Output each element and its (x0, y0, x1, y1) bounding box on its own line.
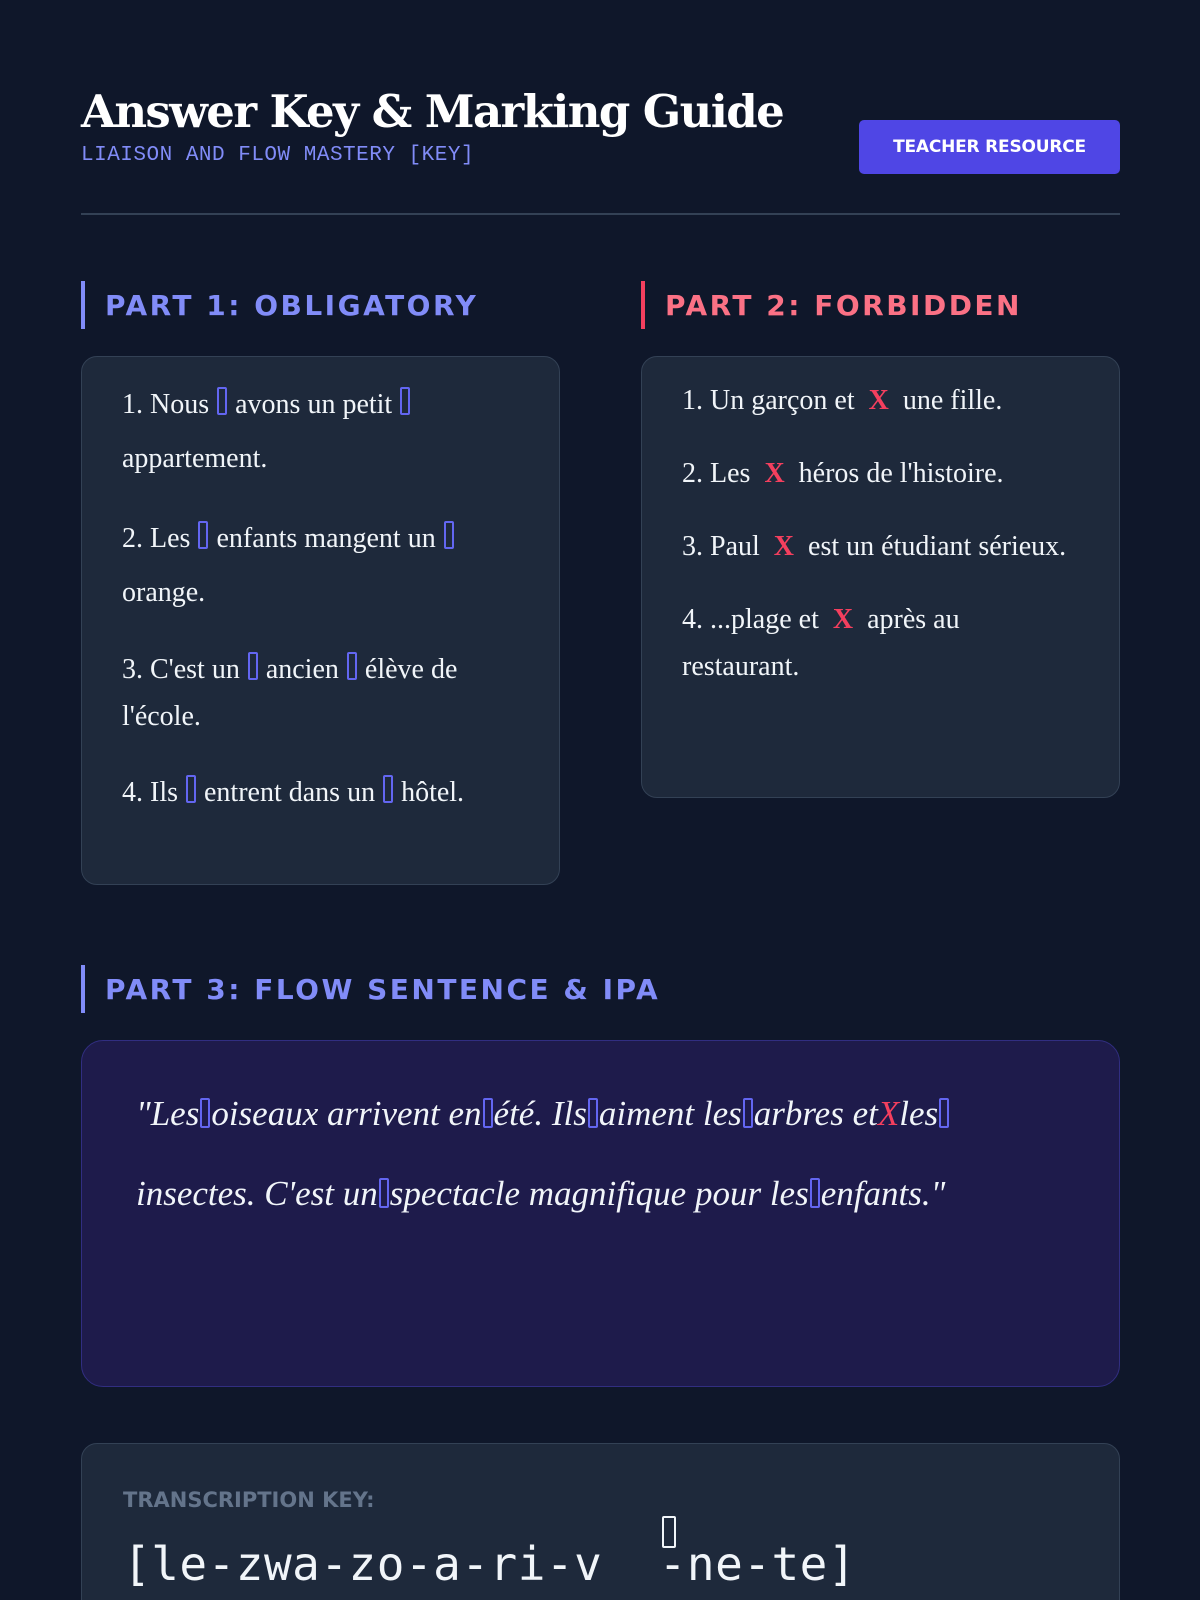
ipa-transcription: [le-zwa-zo-a-ri-v -ne-te] (123, 1537, 857, 1591)
list-item: 2. Les X héros de l'histoire. (682, 450, 1079, 497)
liaison-icon (743, 1098, 753, 1128)
teacher-resource-badge: TEACHER RESOURCE (859, 120, 1120, 174)
liaison-icon (400, 387, 410, 415)
liaison-icon (248, 652, 258, 680)
list-item: 2. Les enfants mangent unorange. (122, 512, 519, 620)
part2-list (642, 357, 1119, 690)
liaison-icon (483, 1098, 493, 1128)
liaison-icon (217, 387, 227, 415)
forbidden-x-icon: X (832, 604, 854, 635)
list-item: 1. Nous avons un petitappartement. (122, 378, 519, 486)
liaison-icon (939, 1098, 949, 1128)
part1-heading: PART 1: OBLIGATORY (81, 281, 478, 329)
header-divider (81, 213, 1120, 215)
flow-sentence: "Les oiseaux arrivent en été. Ils aiment les arbres etXlesinsectes. C'est un spectacle magnifique pour les enfants." (136, 1074, 1066, 1234)
list-item: 4. Ils entrent dans un hôtel. (122, 777, 465, 808)
liaison-icon (347, 652, 357, 680)
list-item: 1. Un garçon et X une fille. (682, 377, 1079, 424)
forbidden-x-icon: X (764, 458, 785, 489)
transcription-card (81, 1443, 1120, 1600)
liaison-icon (200, 1098, 210, 1128)
forbidden-x-icon: X (773, 531, 795, 562)
liaison-icon (379, 1178, 389, 1208)
page-subtitle: LIAISON AND FLOW MASTERY [KEY] (81, 144, 475, 167)
list-item: 3. C'est un ancien élève de l'école. (122, 654, 458, 732)
liaison-icon (588, 1098, 598, 1128)
part2-heading: PART 2: FORBIDDEN (641, 281, 1022, 329)
part1-list (82, 357, 559, 820)
list-item: 4. ...plage et X après au restaurant. (682, 596, 1079, 690)
liaison-icon (810, 1178, 820, 1208)
part2-card (641, 356, 1120, 798)
transcription-label: TRANSCRIPTION KEY: (123, 1488, 375, 1512)
liaison-icon (186, 775, 196, 803)
forbidden-x-icon: X (868, 385, 889, 416)
answer-key-page (81, 0, 1120, 1600)
list-item: 3. Paul X est un étudiant sérieux. (682, 523, 1079, 570)
liaison-icon (198, 521, 208, 549)
part3-heading: PART 3: FLOW SENTENCE & IPA (81, 965, 660, 1013)
part1-card (81, 356, 560, 885)
liaison-icon (383, 775, 393, 803)
liaison-icon (444, 521, 454, 549)
forbidden-x-icon: X (877, 1094, 900, 1133)
page-title: Answer Key & Marking Guide (81, 85, 784, 138)
flow-sentence-card (81, 1040, 1120, 1387)
